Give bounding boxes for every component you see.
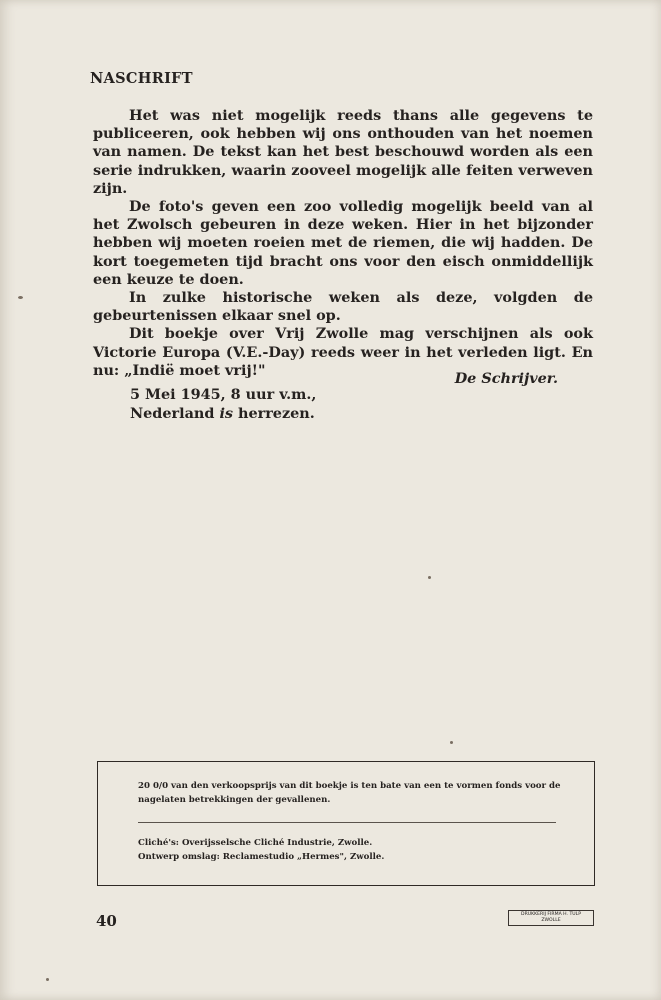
printer-city: ZWOLLE xyxy=(541,918,561,923)
credit-cover-design: Ontwerp omslag: Reclamestudio „Hermes", Zwolle. xyxy=(138,851,385,862)
paper-speck xyxy=(46,978,49,981)
paper-speck xyxy=(428,576,431,579)
info-box xyxy=(97,761,595,886)
dateline-text-end: herrezen. xyxy=(233,404,315,422)
dateline-text-start: Nederland xyxy=(130,404,220,422)
postscript-text xyxy=(93,107,593,380)
printer-name: DRUKKERIJ FIRMA H. TULP xyxy=(521,912,581,917)
dedication-note: 20 0/0 van den verkoopsprijs van dit boekje is ten bate van een te vormen fonds voor de nagelaten betrekkingen der gevallenen. xyxy=(138,781,561,805)
box-divider xyxy=(138,822,556,823)
paragraph-3: In zulke historische weken als deze, volgden de gebeurtenissen elkaar snel op. xyxy=(93,289,593,325)
credit-cliches: Cliché's: Overijsselsche Cliché Industrie, Zwolle. xyxy=(138,838,373,848)
printer-stamp xyxy=(508,910,594,926)
paper-speck xyxy=(450,741,453,744)
paragraph-1: Het was niet mogelijk reeds thans alle gegevens te publiceeren, ook hebben wij ons onthouden van het noemen van namen. De tekst kan het best beschouwd worden als een serie indrukken, waarin zooveel mogelijk alle feiten verweven zijn. xyxy=(93,107,593,197)
paragraph-4: Dit boekje over Vrij Zwolle mag verschijnen als ook Victorie Europa (V.E.-Day) reeds weer in het verleden ligt. En nu: „Indië moet vrij!" xyxy=(93,325,593,379)
page-heading: NASCHRIFT xyxy=(90,70,193,87)
signature: De Schrijver. xyxy=(454,370,558,387)
paragraph-2: De foto's geven een zoo volledig mogelijk beeld van al het Zwolsch gebeuren in deze weken. Hier in het bijzonder hebben wij moeten roeien met de riemen, die wij hadden. De kort toegemeten tijd bracht ons voor den eisch onmiddellijk een keuze te doen. xyxy=(93,198,593,288)
paper-speck xyxy=(18,296,23,299)
dateline-date: 5 Mei 1945, 8 uur v.m., xyxy=(130,386,317,403)
page-number: 40 xyxy=(96,912,117,930)
credits xyxy=(138,837,568,864)
dateline-statement xyxy=(130,405,316,424)
dateline xyxy=(130,386,316,423)
dateline-emphasis: is xyxy=(219,404,234,422)
